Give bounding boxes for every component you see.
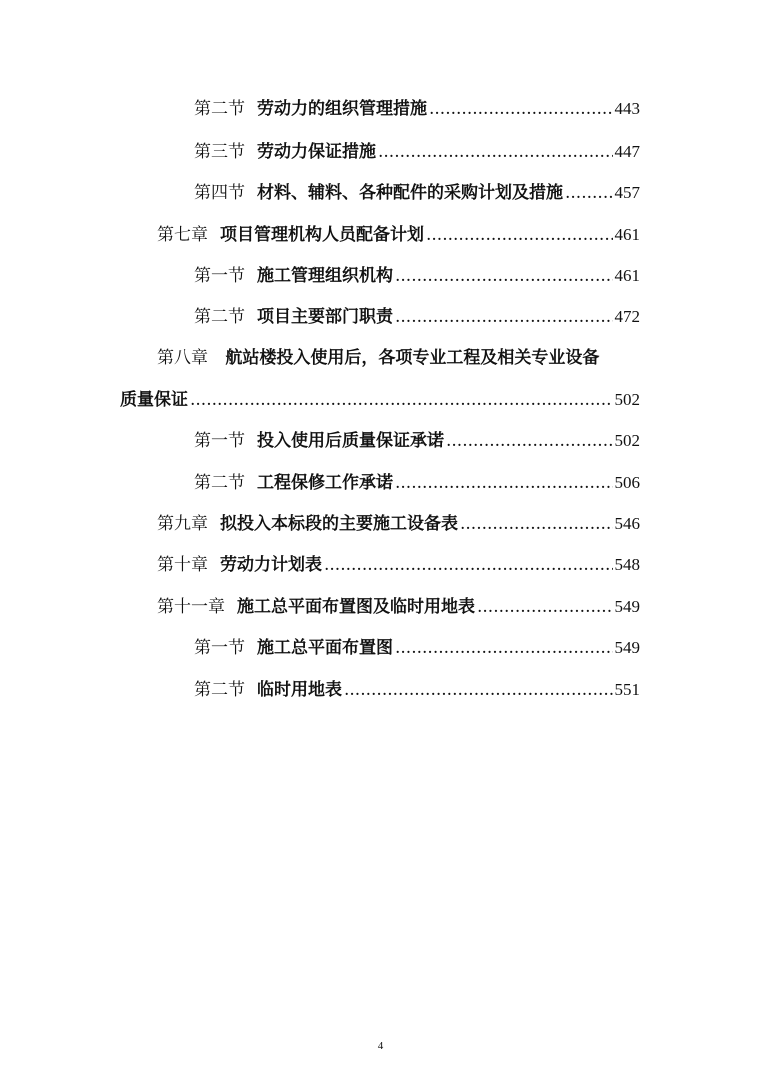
toc-entry-multiline[interactable] bbox=[157, 345, 599, 371]
toc-entry-page: 457 bbox=[614, 183, 640, 202]
toc-entry[interactable] bbox=[157, 552, 640, 578]
toc-leader-dots bbox=[344, 677, 613, 703]
toc-leader-dots bbox=[395, 304, 613, 330]
toc-entry[interactable] bbox=[194, 635, 640, 661]
toc-entry-title: 施工总平面布置图 bbox=[257, 638, 393, 658]
toc-entry-page: 461 bbox=[614, 266, 640, 285]
toc-entry[interactable] bbox=[194, 180, 640, 206]
toc-entry-title: 项目管理机构人员配备计划 bbox=[220, 225, 424, 245]
toc-entry[interactable] bbox=[194, 304, 640, 330]
toc-entry[interactable] bbox=[194, 96, 640, 122]
toc-entry-title: 拟投入本标段的主要施工设备表 bbox=[220, 514, 458, 534]
toc-entry-prefix: 第一节 bbox=[194, 638, 245, 658]
toc-entry-page: 461 bbox=[614, 225, 640, 244]
toc-entry-page: 548 bbox=[614, 555, 640, 574]
toc-entry[interactable] bbox=[157, 222, 640, 248]
toc-entry-title: 临时用地表 bbox=[257, 680, 342, 700]
toc-leader-dots bbox=[324, 552, 613, 578]
toc-entry[interactable] bbox=[194, 470, 640, 496]
toc-entry-page: 551 bbox=[614, 680, 640, 699]
toc-leader-dots bbox=[426, 222, 613, 248]
toc-entry[interactable] bbox=[194, 428, 640, 454]
toc-entry[interactable] bbox=[194, 677, 640, 703]
toc-leader-dots bbox=[565, 180, 613, 206]
toc-entry-prefix: 第七章 bbox=[157, 225, 208, 245]
toc-leader-dots bbox=[395, 470, 613, 496]
toc-leader-dots bbox=[395, 263, 613, 289]
toc-entry-page: 549 bbox=[614, 597, 640, 616]
toc-entry-prefix: 第一节 bbox=[194, 431, 245, 451]
toc-entry-title: 工程保修工作承诺 bbox=[257, 473, 393, 493]
toc-entry-prefix: 第十章 bbox=[157, 555, 208, 575]
toc-entry-prefix: 第二节 bbox=[194, 680, 245, 700]
toc-entry-prefix: 第一节 bbox=[194, 266, 245, 286]
toc-leader-dots bbox=[429, 96, 613, 122]
toc-entry-title: 投入使用后质量保证承诺 bbox=[257, 431, 444, 451]
toc-entry-continuation[interactable] bbox=[120, 387, 640, 413]
toc-entry-prefix: 第十一章 bbox=[157, 597, 225, 617]
toc-entry-prefix: 第八章 bbox=[157, 348, 208, 368]
toc-entry-title: 劳动力保证措施 bbox=[257, 142, 376, 162]
toc-leader-dots bbox=[378, 139, 613, 165]
toc-entry-title: 航站楼投入使用后，各项专业工程及相关专业设备 bbox=[225, 348, 600, 368]
page-number: 4 bbox=[377, 1040, 384, 1052]
toc-entry-page: 549 bbox=[614, 638, 640, 657]
toc-entry-page: 502 bbox=[614, 390, 640, 409]
toc-entry-title-continuation: 质量保证 bbox=[120, 390, 188, 410]
toc-leader-dots bbox=[477, 594, 613, 620]
toc-entry[interactable] bbox=[157, 511, 640, 537]
toc-entry[interactable] bbox=[157, 594, 640, 620]
toc-entry-page: 447 bbox=[614, 142, 640, 161]
toc-entry[interactable] bbox=[194, 263, 640, 289]
toc-entry-page: 472 bbox=[614, 307, 640, 326]
toc-entry-title: 施工管理组织机构 bbox=[257, 266, 393, 286]
toc-leader-dots bbox=[190, 387, 613, 413]
toc-entry-page: 546 bbox=[614, 514, 640, 533]
toc-entry-title: 施工总平面布置图及临时用地表 bbox=[237, 597, 475, 617]
toc-entry-page: 443 bbox=[614, 99, 640, 118]
toc-entry-title: 劳动力的组织管理措施 bbox=[257, 99, 427, 119]
toc-entry-prefix: 第四节 bbox=[194, 183, 245, 203]
toc-leader-dots bbox=[460, 511, 613, 537]
toc-entry-title: 项目主要部门职责 bbox=[257, 307, 393, 327]
toc-entry-title: 材料、辅料、各种配件的采购计划及措施 bbox=[257, 183, 563, 203]
toc-entry-prefix: 第二节 bbox=[194, 99, 245, 119]
toc-entry-page: 502 bbox=[614, 431, 640, 450]
toc-entry-prefix: 第九章 bbox=[157, 514, 208, 534]
toc-entry-title: 劳动力计划表 bbox=[220, 555, 322, 575]
toc-entry-page: 506 bbox=[614, 473, 640, 492]
toc-leader-dots bbox=[395, 635, 613, 661]
toc-leader-dots bbox=[446, 428, 613, 454]
toc-entry-prefix: 第二节 bbox=[194, 473, 245, 493]
toc-entry-prefix: 第二节 bbox=[194, 307, 245, 327]
toc-entry-prefix: 第三节 bbox=[194, 142, 245, 162]
toc-entry[interactable] bbox=[194, 139, 640, 165]
